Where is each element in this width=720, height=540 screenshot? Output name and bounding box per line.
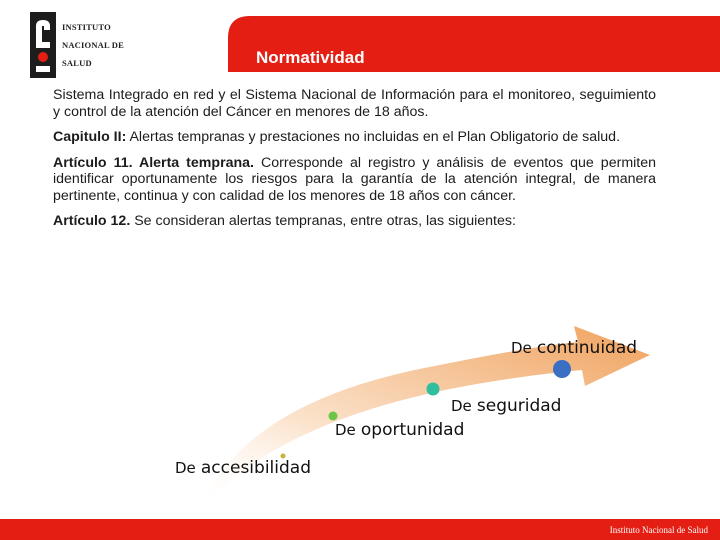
stage-label-accesibilidad xyxy=(175,458,311,478)
logo-line-3: SALUD xyxy=(62,58,92,68)
stage-prefix: De xyxy=(335,421,356,439)
stage-prefix: De xyxy=(451,397,472,415)
stage-word: continuidad xyxy=(536,338,638,358)
stage-word: oportunidad xyxy=(360,420,465,440)
stage-label-oportunidad xyxy=(335,420,464,440)
article-11-text: Corresponde al registro y análisis de eventos que permiten identificar oportunamente los riesgos para la garantía de la atención integral, de manera pertinente, continua y con calidad de los menores de 18 años con cáncer. xyxy=(53,154,657,204)
logo-line-1: INSTITUTO xyxy=(62,22,111,32)
stage-dot-continuidad xyxy=(553,360,571,378)
stage-prefix: De xyxy=(511,339,532,357)
chapter-text: Alertas tempranas y prestaciones no incluidas en el Plan Obligatorio de salud. xyxy=(129,129,621,145)
logo-line-2: NACIONAL DE xyxy=(62,40,124,50)
stage-word: accesibilidad xyxy=(200,458,311,478)
stage-label-seguridad xyxy=(451,396,561,416)
footer-bar xyxy=(0,519,720,540)
page-title: Normatividad xyxy=(256,48,365,67)
article-12-text: Se consideran alertas tempranas, entre otras, las siguientes: xyxy=(134,213,516,229)
stage-dot-seguridad xyxy=(427,383,440,396)
stage-label-continuidad xyxy=(511,338,637,358)
article-11-label: Artículo 11. Alerta temprana. xyxy=(53,154,254,171)
stage-prefix: De xyxy=(175,459,196,477)
chapter-label: Capitulo II: xyxy=(53,129,127,145)
article-12-label: Artículo 12. xyxy=(53,213,131,229)
stage-word: seguridad xyxy=(476,396,562,416)
footer-text: Instituto Nacional de Salud xyxy=(609,525,708,535)
intro-text: Sistema Integrado en red y el Sistema Nacional de Información para el monitoreo, seguimiento y control de la atención del Cáncer en menores de 18 años. xyxy=(53,87,656,120)
